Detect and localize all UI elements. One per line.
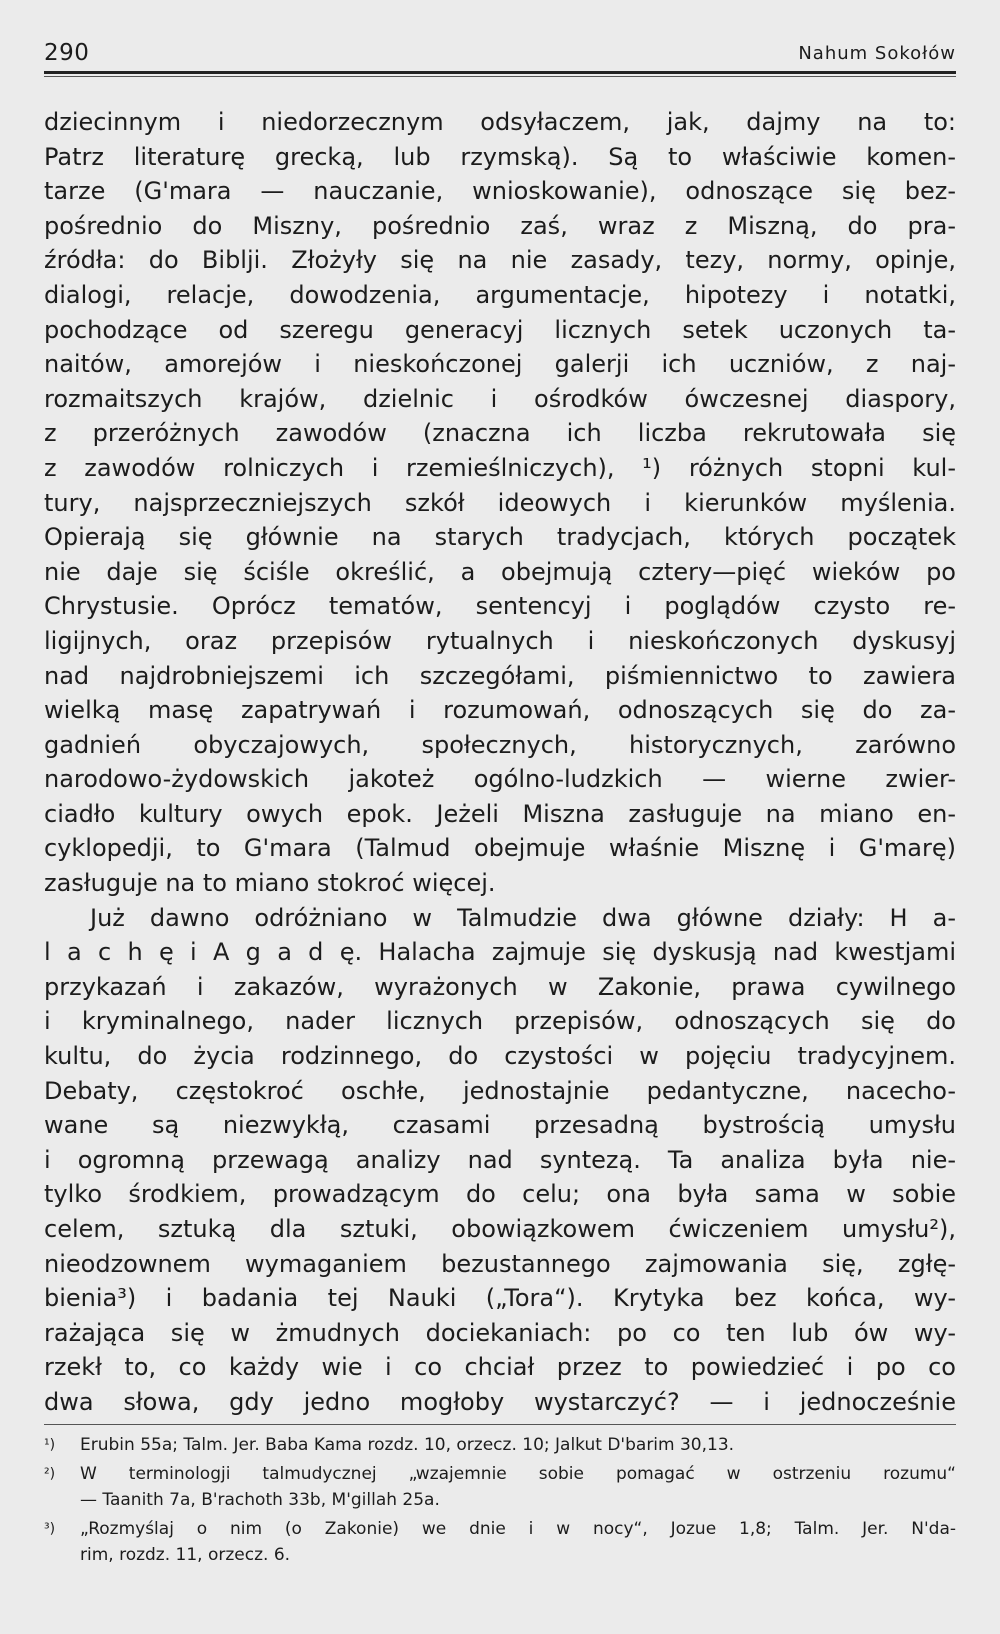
text-line: l a c h ę i A g a d ę. Halacha zajmuje się dyskusją nad kwestjami (44, 938, 956, 967)
running-head: Nahum Sokołów (798, 43, 956, 64)
text-line: i ogromną przewagą analizy nad syntezą. Ta analiza była nie- (44, 1145, 956, 1174)
text-line: źródła: do Biblji. Złożyły się na nie zasady, tezy, normy, opinje, (44, 246, 956, 275)
text-line: z przeróżnych zawodów (znaczna ich liczba rekrutowała się (44, 419, 956, 448)
text-line: wane są niezwykłą, czasami przesadną bystrością umysłu (44, 1111, 956, 1140)
text-line: tylko środkiem, prowadzącym do celu; ona była sama w sobie (44, 1180, 956, 1209)
text-line: rażająca się w żmudnych dociekaniach: po co ten lub ów wy- (44, 1318, 956, 1347)
footnote-1 (44, 1433, 956, 1459)
text-line: ciadło kultury owych epok. Jeżeli Miszna zasługuje na miano en- (44, 799, 956, 828)
text-line: rozmaitszych krajów, dzielnic i ośrodków ówczesnej diaspory, (44, 384, 956, 413)
header-rule (44, 71, 956, 77)
text-line-paragraph-start: Już dawno odróżniano w Talmudzie dwa główne działy: H a- (90, 903, 956, 932)
text-line-paragraph-end: zasługuje na to miano stokroć więcej. (44, 869, 496, 898)
footnote-text (80, 1462, 956, 1513)
text-line: gadnień obyczajowych, społecznych, historycznych, zarówno (44, 730, 956, 759)
text-line: tury, najsprzeczniejszych szkół ideowych i kierunków myślenia. (44, 488, 956, 517)
footnote-2 (44, 1462, 956, 1513)
footnote-marker: ²) (44, 1466, 56, 1483)
footnotes (44, 1433, 956, 1569)
text-line: celem, sztuką dla sztuki, obowiązkowem ćwiczeniem umysłu²), (44, 1215, 956, 1243)
body-text (44, 105, 956, 1420)
text-line: bienia³) i badania tej Nauki („Tora“). Krytyka bez końca, wy- (44, 1284, 956, 1313)
text-line: i kryminalnego, nader licznych przepisów, odnoszących się do (44, 1007, 956, 1036)
text-line: przykazań i zakazów, wyrażonych w Zakonie, prawa cywilnego (44, 972, 956, 1001)
text-line: tarze (G'mara — nauczanie, wnioskowanie), odnoszące się bez- (44, 177, 956, 206)
text-line: ligijnych, oraz przepisów rytualnych i nieskończonych dyskusyj (44, 626, 956, 655)
text-line: nad najdrobniejszemi ich szczegółami, piśmiennictwo to zawiera (44, 661, 956, 690)
footnote-line: rim, rozdz. 11, orzecz. 6. (80, 1544, 291, 1565)
footnote-line: „Rozmyślaj o nim (o Zakonie) we dnie i w nocy“, Jozue 1,8; Talm. Jer. N'da- (80, 1519, 956, 1540)
text-line: Debaty, częstokroć oschłe, jednostajnie pedantyczne, nacecho- (44, 1076, 956, 1105)
footnote-marker: ³) (44, 1521, 56, 1538)
footnote-3 (44, 1517, 956, 1568)
text-line: z zawodów rolniczych i rzemieślniczych), ¹) różnych stopni kul- (44, 453, 956, 482)
footnote-text (80, 1517, 956, 1568)
text-line: dialogi, relacje, dowodzenia, argumentacje, hipotezy i notatki, (44, 280, 956, 309)
footnote-rule (44, 1424, 956, 1425)
footnote-line: W terminologji talmudycznej „wzajemnie sobie pomagać w ostrzeniu rozumu“ (80, 1464, 956, 1485)
text-line: wielką masę zapatrywań i rozumowań, odnoszących się do za- (44, 696, 956, 725)
page-number: 290 (44, 40, 90, 66)
text-line: pochodzące od szeregu generacyj licznych setek uczonych ta- (44, 315, 956, 344)
text-line: cyklopedji, to G'mara (Talmud obejmuje właśnie Misznę i G'marę) (44, 834, 956, 863)
text-line: narodowo-żydowskich jakoteż ogólno-ludzkich — wierne zwier- (44, 765, 956, 794)
text-line: nie daje się ściśle określić, a obejmują cztery—pięć wieków po (44, 557, 956, 586)
footnote-marker: ¹) (44, 1436, 56, 1453)
text-line: pośrednio do Miszny, pośrednio zaś, wraz z Miszną, do pra- (44, 211, 956, 240)
text-line: dziecinnym i niedorzecznym odsyłaczem, jak, dajmy na to: (44, 108, 956, 136)
text-line: nieodzownem wymaganiem bezustannego zajmowania się, zgłę- (44, 1249, 956, 1278)
text-line: kultu, do życia rodzinnego, do czystości w pojęciu tradycyjnem. (44, 1042, 956, 1071)
footnote-line: Erubin 55a; Talm. Jer. Baba Kama rozdz. 10, orzecz. 10; Jalkut D'barim 30,13. (80, 1434, 735, 1455)
text-line: Opierają się głównie na starych tradycjach, których początek (44, 523, 956, 552)
text-line: naitów, amorejów i nieskończonej galerji ich uczniów, z naj- (44, 350, 956, 379)
footnote-text (80, 1433, 956, 1459)
text-line: Patrz literaturę grecką, lub rzymską). Są to właściwie komen- (44, 142, 956, 171)
text-line: dwa słowa, gdy jedno mogłoby wystarczyć? — i jednocześnie (44, 1387, 956, 1416)
text-line: rzekł to, co każdy wie i co chciał przez to powiedzieć i po co (44, 1353, 956, 1382)
page-header (44, 36, 956, 66)
footnote-line: — Taanith 7a, B'rachoth 33b, M'gillah 25a. (80, 1489, 440, 1510)
text-line: Chrystusie. Oprócz tematów, sentencyj i poglądów czysto re- (44, 592, 956, 621)
